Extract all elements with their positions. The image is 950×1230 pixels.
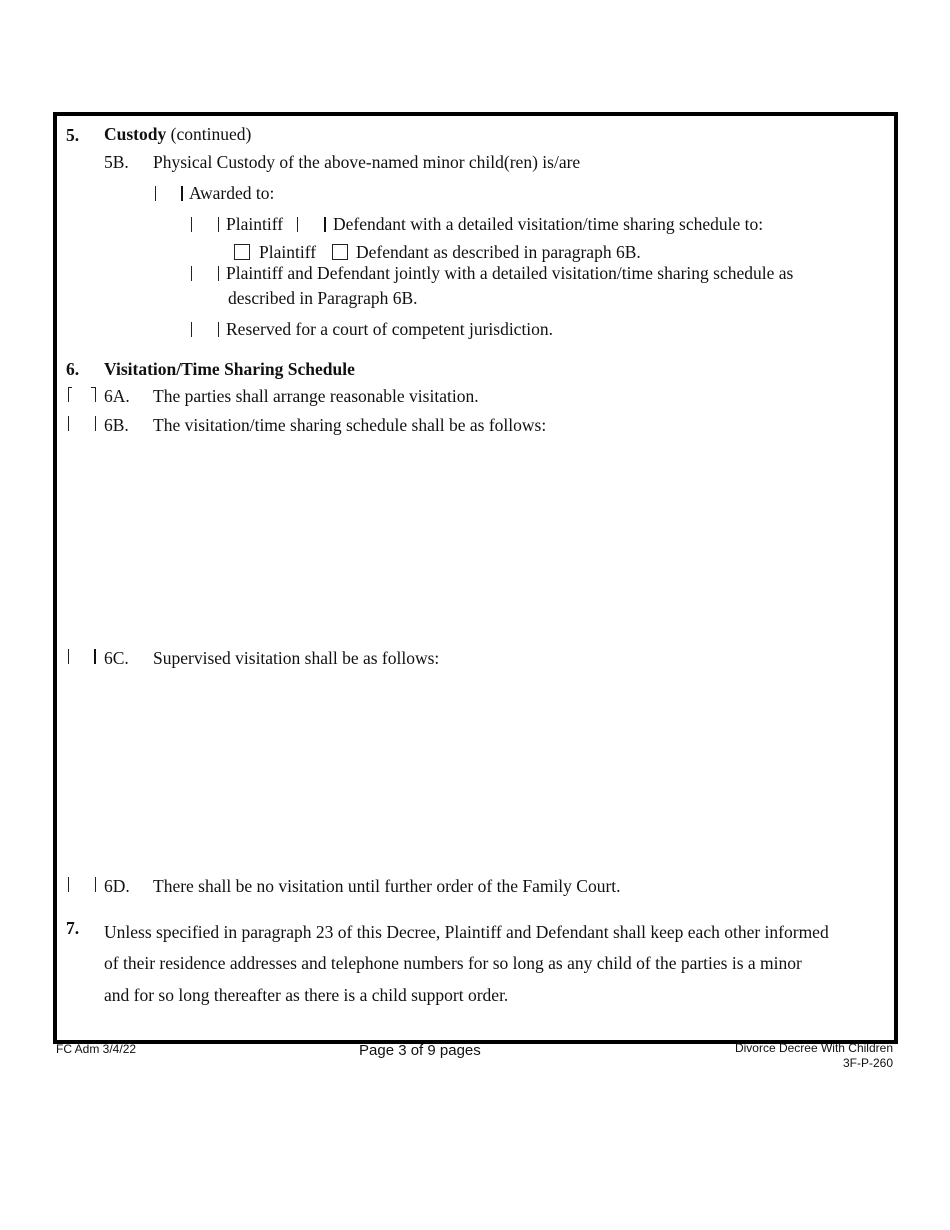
schedule-plaintiff-checkbox[interactable]	[234, 244, 250, 260]
item-6b-checkbox-right[interactable]	[95, 416, 96, 431]
option-joint-line2: described in Paragraph 6B.	[228, 288, 418, 308]
item-6c-text: Supervised visitation shall be as follows:	[153, 648, 440, 668]
option-joint-line1: Plaintiff and Defendant jointly with a detailed visitation/time sharing schedule as	[226, 263, 794, 283]
section-7-line2: of their residence addresses and telephone numbers for so long as any child of the parties is a minor	[104, 953, 802, 973]
item-6a-checkbox-right-top	[91, 387, 95, 388]
footer-page-number: Page 3 of 9 pages	[359, 1042, 481, 1059]
item-6a-label: 6A.	[104, 386, 130, 406]
option-defendant-checkbox-right[interactable]	[324, 217, 326, 232]
section-5-title-suffix: (continued)	[166, 124, 252, 144]
item-6c-checkbox-left[interactable]	[68, 649, 69, 664]
option-plaintiff-checkbox-right[interactable]	[218, 217, 219, 232]
section-5-title: Custody	[104, 124, 167, 144]
option-joint-checkbox-right[interactable]	[218, 266, 219, 281]
item-6c-label: 6C.	[104, 648, 129, 668]
schedule-plaintiff-label: Plaintiff	[259, 242, 317, 262]
item-6d-label: 6D.	[104, 876, 130, 896]
option-joint-checkbox-left[interactable]	[191, 266, 192, 281]
item-6b-text: The visitation/time sharing schedule shall be as follows:	[153, 415, 547, 435]
item-6a-checkbox-right[interactable]	[95, 387, 96, 402]
footer-doc-code: 3F-P-260	[842, 1056, 893, 1070]
section-7-number: 7.	[66, 918, 80, 938]
schedule-defendant-label: Defendant as described in paragraph 6B.	[356, 242, 641, 262]
option-plaintiff-label: Plaintiff	[226, 214, 284, 234]
option-reserved-label: Reserved for a court of competent jurisdiction.	[226, 319, 554, 339]
item-5b-label: 5B.	[104, 152, 129, 172]
item-6c-checkbox-right[interactable]	[94, 649, 96, 664]
section-7-line3: and for so long thereafter as there is a child support order.	[104, 985, 509, 1005]
section-7-line1: Unless specified in paragraph 23 of this Decree, Plaintiff and Defendant shall keep each other informed	[104, 922, 829, 942]
item-6d-checkbox-right[interactable]	[95, 877, 96, 892]
awarded-checkbox-right[interactable]	[181, 186, 183, 201]
footer-doc-title: Divorce Decree With Children	[734, 1041, 893, 1055]
section-6-title: Visitation/Time Sharing Schedule	[104, 359, 355, 379]
awarded-to-label: Awarded to:	[189, 183, 275, 203]
item-6b-label: 6B.	[104, 415, 129, 435]
section-5-heading	[104, 124, 251, 144]
item-6d-text: There shall be no visitation until further order of the Family Court.	[153, 876, 621, 896]
item-5b-text: Physical Custody of the above-named minor child(ren) is/are	[153, 152, 581, 172]
option-reserved-checkbox-right[interactable]	[218, 322, 219, 337]
item-6a-checkbox-left-top	[68, 387, 72, 388]
footer-form-id: FC Adm 3/4/22	[56, 1042, 137, 1056]
option-reserved-checkbox-left[interactable]	[191, 322, 192, 337]
item-6a-text: The parties shall arrange reasonable visitation.	[153, 386, 479, 406]
item-6d-checkbox-left[interactable]	[68, 877, 69, 892]
item-6b-checkbox-left[interactable]	[68, 416, 69, 431]
schedule-defendant-checkbox[interactable]	[332, 244, 348, 260]
section-6-number: 6.	[66, 359, 80, 379]
item-6a-checkbox-left[interactable]	[68, 387, 69, 402]
section-5-number: 5.	[66, 125, 80, 145]
option-defendant-schedule-label: Defendant with a detailed visitation/time sharing schedule to:	[333, 214, 764, 234]
option-plaintiff-checkbox-left[interactable]	[191, 217, 192, 232]
option-defendant-checkbox-left[interactable]	[297, 217, 298, 232]
awarded-checkbox-left[interactable]	[155, 186, 156, 201]
